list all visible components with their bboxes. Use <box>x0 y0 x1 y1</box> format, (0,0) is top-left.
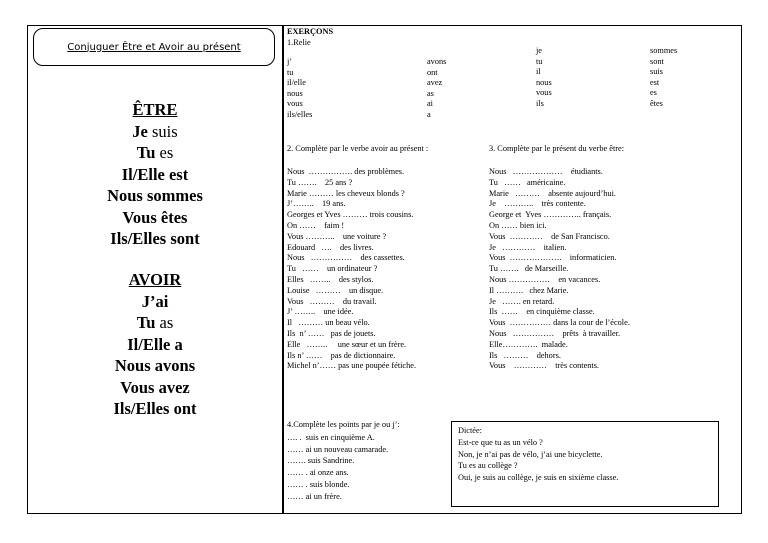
ex3-line: Vous ………………. informaticien. <box>489 253 617 263</box>
avoir-heading: AVOIR <box>128 270 182 289</box>
ex2-line: J’…….. 19 ans. <box>287 199 346 209</box>
ex4-line: …… . suis blonde. <box>287 479 350 489</box>
ex2-line: Michel n’…… pas une poupée fétiche. <box>287 361 417 371</box>
ex3-line: Nous …………… prêts à travailler. <box>489 329 621 338</box>
conj-verb: es <box>159 143 174 162</box>
ex4-title: 4.Complète les points par je ou j’: <box>287 420 400 429</box>
ex2-title: 2. Complète par le verbe avoir au présent : <box>287 144 429 153</box>
ex3-line: Nous ……………… étudiants. <box>489 167 603 176</box>
conj-pronoun: Vous <box>120 377 155 397</box>
ex2-line: Ils n’ …… pas de dictionnaire. <box>287 350 396 360</box>
dictee-line: Tu es au collège ? <box>458 461 518 471</box>
ex1-col1-item: j’ <box>287 57 293 66</box>
ex1-col1-item: il/elle <box>287 78 306 88</box>
ex2-line: Tu ……. 25 ans ? <box>287 177 353 187</box>
ex4-line: …… ai un nouveau camarade. <box>287 444 389 454</box>
dictee-line: Non, je n’ai pas de vélo, j’ai une bicyclette. <box>458 449 603 459</box>
column-divider <box>282 25 284 514</box>
ex1-col4-item: sommes <box>650 46 678 55</box>
etre-row <box>30 121 280 143</box>
ex2-line: Nous ……………. des problèmes. <box>287 167 405 176</box>
conj-pronoun: Tu <box>136 313 156 332</box>
conj-pronoun: Nous <box>107 186 143 205</box>
ex3-line: On …… bien ici. <box>489 221 547 230</box>
etre-row <box>30 142 280 164</box>
etre-heading: ÊTRE <box>132 100 178 119</box>
ex1-col4-item: sont <box>650 56 664 66</box>
ex1-col1-item: nous <box>287 88 303 98</box>
ex1-col3-item: il <box>536 67 541 77</box>
ex1-col4-item: est <box>650 77 660 87</box>
ex1-col3-item: vous <box>536 88 552 98</box>
conj-pronoun: Ils/Elles <box>110 229 167 248</box>
conj-pronoun: Je <box>132 121 148 141</box>
dictee-line: Est-ce que tu as un vélo ? <box>458 437 543 447</box>
ex4-line: ……. suis Sandrine. <box>287 456 355 466</box>
ex2-line: Edouard …. des livres. <box>287 242 374 252</box>
conj-verb: sommes <box>146 186 203 205</box>
ex3-line: Tu ……. de Marseille. <box>489 264 569 274</box>
conj-verb: êtes <box>160 207 188 227</box>
ex2-line: Elle …….. une sœur et un frère. <box>287 339 407 349</box>
ex1-col4-item: es <box>650 88 657 98</box>
conj-verb: est <box>168 164 189 184</box>
ex1-col4-item: suis <box>650 67 663 77</box>
ex2-line: Nous …………… des cassettes. <box>287 253 405 263</box>
ex3-line: Tu …… américaine. <box>489 177 566 187</box>
ex3-line: Marie ……… absente aujourd’hui. <box>489 188 616 198</box>
conj-verb: avons <box>154 356 196 375</box>
ex1-col3-item: tu <box>536 56 543 66</box>
ex2-line: On …… faim ! <box>287 221 345 230</box>
avoir-row <box>30 355 280 377</box>
ex3-line: Ils …… en cinquième classe. <box>489 307 595 317</box>
etre-row <box>30 228 280 250</box>
ex2-line: J’ …….. une idée. <box>287 307 354 317</box>
ex3-line: Je ……….. très contente. <box>489 199 586 209</box>
ex3-line: Ils ……… dehors. <box>489 350 561 360</box>
ex4-line: …… . ai onze ans. <box>287 468 349 478</box>
conj-verb: ont <box>173 399 197 418</box>
conj-verb: avez <box>158 377 190 397</box>
title-box: Conjuguer Être et Avoir au présent <box>33 28 275 66</box>
ex4-line: …… ai un frère. <box>287 491 342 501</box>
conj-pronoun: Ils/Elles <box>113 399 170 418</box>
ex3-line: Il ………. chez Marie. <box>489 285 569 295</box>
ex2-line: Il ……… un beau vélo. <box>287 318 370 328</box>
avoir-conjugation <box>30 269 280 420</box>
avoir-row <box>30 334 280 356</box>
dictee-title: Dictée: <box>458 426 482 435</box>
ex1-col1-item: vous <box>287 99 303 109</box>
ex1-col2-item: ai <box>427 99 433 109</box>
avoir-row <box>30 398 280 420</box>
ex1-col2-item: ont <box>427 67 438 77</box>
ex1-col1-item: ils/elles <box>287 110 313 119</box>
conj-pronoun: Vous <box>122 207 157 227</box>
dictee-line: Oui, je suis au collège, je suis en sixième classe. <box>458 473 619 483</box>
ex2-line: Elles …….. des stylos. <box>287 275 374 284</box>
ex2-line: Marie ……… les cheveux blonds ? <box>287 188 405 198</box>
conj-pronoun: Il/Elle <box>127 334 171 354</box>
ex1-col3-item: nous <box>536 77 552 87</box>
ex3-line: George et Yves ………….. français. <box>489 210 612 220</box>
conj-pronoun: J’ <box>141 291 156 311</box>
avoir-row <box>30 312 280 334</box>
ex2-line: Tu …… un ordinateur ? <box>287 264 378 274</box>
conj-verb: as <box>159 313 174 332</box>
conj-verb: ai <box>155 291 169 311</box>
ex1-col3-item: ils <box>536 99 544 108</box>
dictee-box <box>451 421 719 507</box>
etre-conjugation <box>30 99 280 250</box>
conj-verb: sont <box>170 229 200 248</box>
ex2-line: Georges et Yves ……… trois cousins. <box>287 210 414 220</box>
ex1-label: 1.Relie <box>287 38 311 47</box>
ex2-line: Ils n’ …… pas de jouets. <box>287 329 376 338</box>
conj-pronoun: Tu <box>136 143 156 162</box>
ex3-line: Je ………… italien. <box>489 242 567 252</box>
avoir-row <box>30 377 280 399</box>
ex1-col1-item: tu <box>287 67 294 77</box>
ex2-line: Vous ……… du travail. <box>287 296 377 306</box>
ex1-col2-item: avez <box>427 78 443 88</box>
ex3-line: Elle…………. malade. <box>489 339 568 349</box>
conj-verb: suis <box>152 121 178 141</box>
etre-row <box>30 164 280 186</box>
conj-verb: a <box>174 334 183 354</box>
conj-pronoun: Nous <box>114 356 151 375</box>
ex4-line: …. . suis en cinquième A. <box>287 433 375 442</box>
ex2-line: Vous ……….. une voiture ? <box>287 231 387 241</box>
ex2-line: Louise ……… un disque. <box>287 285 384 295</box>
ex3-line: Nous …………… en vacances. <box>489 275 601 284</box>
etre-row <box>30 207 280 229</box>
ex1-col4-item: êtes <box>650 99 663 108</box>
ex3-title: 3. Complète par le présent du verbe être: <box>489 144 625 153</box>
ex3-line: Vous ………… très contents. <box>489 361 600 371</box>
ex3-line: Je ……. en retard. <box>489 296 555 306</box>
ex3-line: Vous ………… de San Francisco. <box>489 231 610 241</box>
conj-pronoun: Il/Elle <box>121 164 165 184</box>
ex3-line: Vous …………… dans la cour de l’école. <box>489 318 630 328</box>
ex1-col3-item: je <box>536 46 542 55</box>
ex1-col2-item: a <box>427 110 431 119</box>
ex1-col2-item: avons <box>427 57 447 66</box>
etre-row <box>30 185 280 207</box>
ex1-col2-item: as <box>427 88 434 98</box>
exercises-title: EXERÇONS <box>287 27 334 36</box>
avoir-row <box>30 291 280 313</box>
